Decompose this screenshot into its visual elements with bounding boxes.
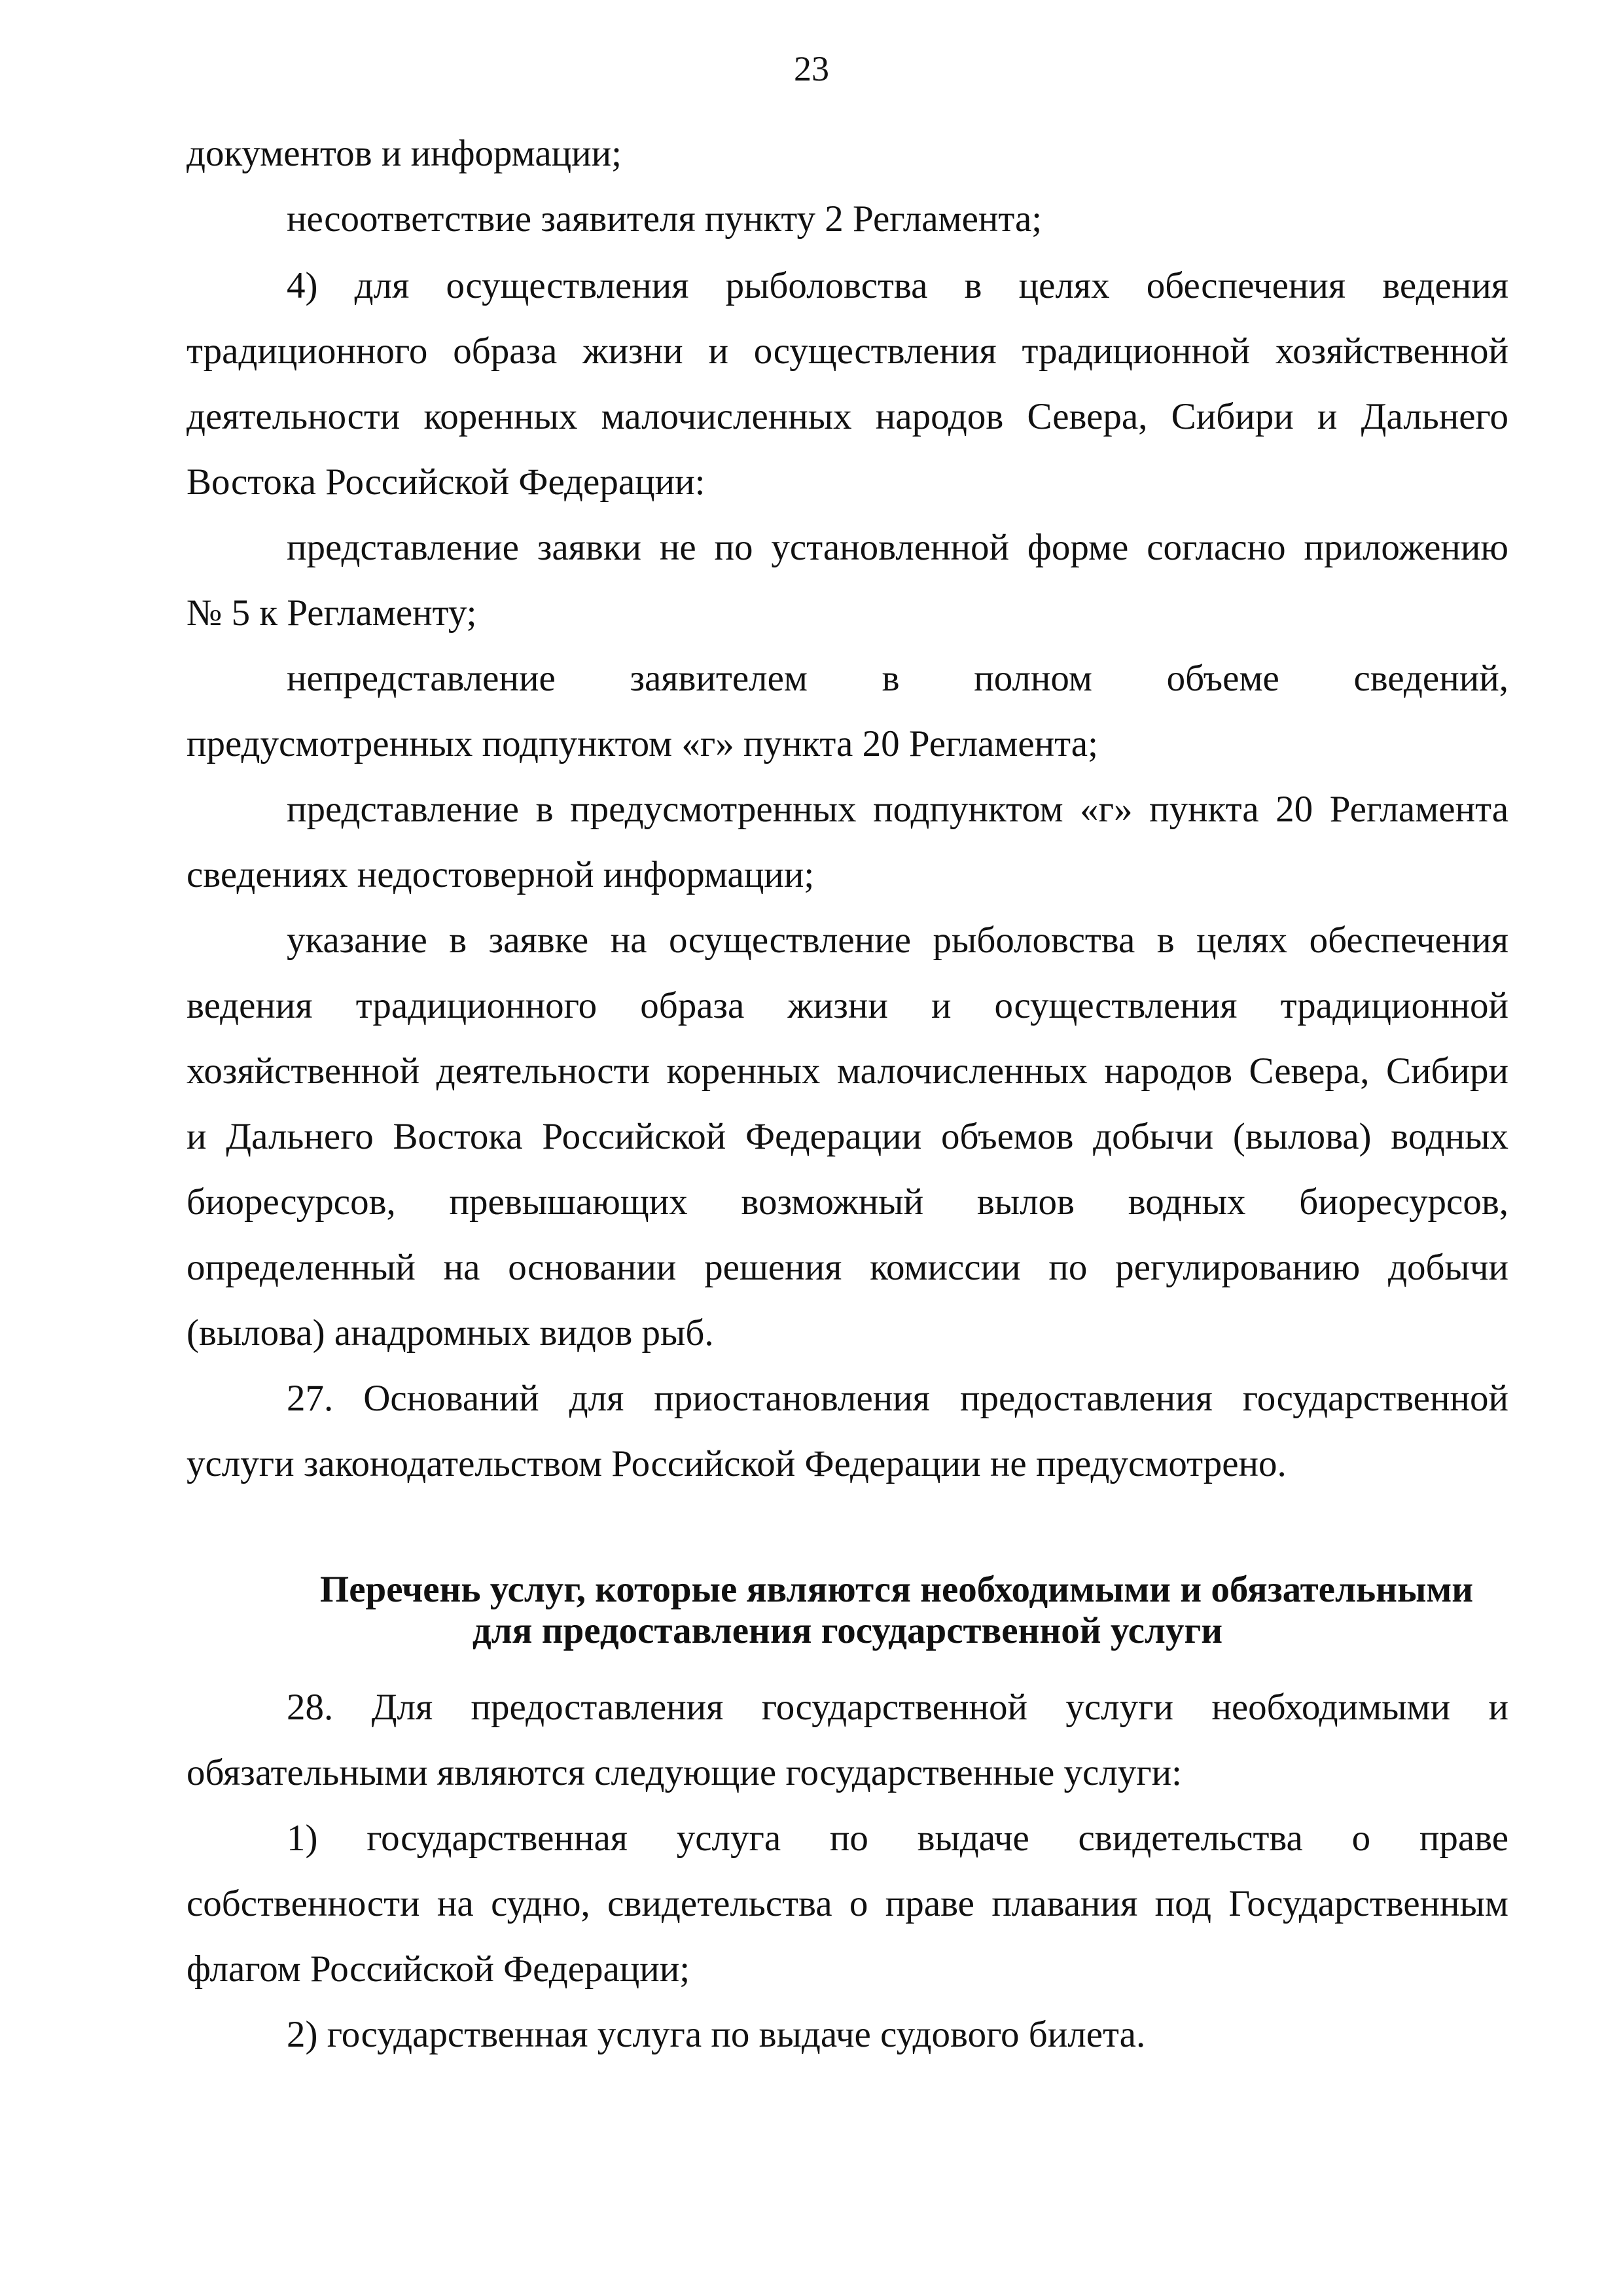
text-line: непредставление заявителем в полном объеме сведений, — [287, 658, 1508, 699]
text-line: деятельности коренных малочисленных народов Севера, Сибири и Дальнего — [187, 396, 1508, 437]
text-line: 27. Оснований для приостановления предоставления государственной — [287, 1378, 1508, 1419]
text-line: несоответствие заявителя пункту 2 Регламента; — [287, 198, 1043, 240]
text-line: услуги законодательством Российской Федерации не предусмотрено. — [187, 1443, 1287, 1484]
text-line: ведения традиционного образа жизни и осуществления традиционной — [187, 985, 1508, 1026]
text-line: флагом Российской Федерации; — [187, 1948, 690, 1990]
text-line: предусмотренных подпунктом «г» пункта 20 Регламента; — [187, 723, 1098, 764]
text-line: Востока Российской Федерации: — [187, 461, 705, 503]
text-line: документов и информации; — [187, 133, 622, 174]
text-line: 1) государственная услуга по выдаче свидетельства о праве — [287, 1818, 1508, 1859]
text-line: представление в предусмотренных подпунктом «г» пункта 20 Регламента — [287, 789, 1508, 830]
section-heading: Перечень услуг, которые являются необходимыми и обязательными — [319, 1569, 1474, 1610]
text-line: 2) государственная услуга по выдаче судового билета. — [287, 2014, 1146, 2055]
page-number: 23 — [794, 49, 829, 88]
text-line: № 5 к Регламенту; — [187, 592, 477, 634]
text-line: биоресурсов, превышающих возможный вылов водных биоресурсов, — [187, 1181, 1508, 1223]
text-line: указание в заявке на осуществление рыболовства в целях обеспечения — [287, 920, 1508, 961]
text-line: 4) для осуществления рыболовства в целях обеспечения ведения — [287, 265, 1508, 306]
text-line: сведениях недостоверной информации; — [187, 854, 815, 895]
text-line: хозяйственной деятельности коренных малочисленных народов Севера, Сибири — [187, 1050, 1508, 1092]
text-line: определенный на основании решения комиссии по регулированию добычи — [187, 1247, 1508, 1288]
text-line: собственности на судно, свидетельства о праве плавания под Государственным — [187, 1883, 1508, 1924]
text-line: обязательными являются следующие государственные услуги: — [187, 1752, 1183, 1793]
text-line: (вылова) анадромных видов рыб. — [187, 1312, 714, 1354]
text-line: и Дальнего Востока Российской Федерации объемов добычи (вылова) водных — [187, 1116, 1508, 1157]
text-line: представление заявки не по установленной форме согласно приложению — [287, 527, 1508, 568]
section-heading: для предоставления государственной услуги — [472, 1610, 1223, 1651]
text-line: 28. Для предоставления государственной услуги необходимыми и — [287, 1687, 1508, 1728]
text-line: традиционного образа жизни и осуществления традиционной хозяйственной — [187, 331, 1508, 372]
